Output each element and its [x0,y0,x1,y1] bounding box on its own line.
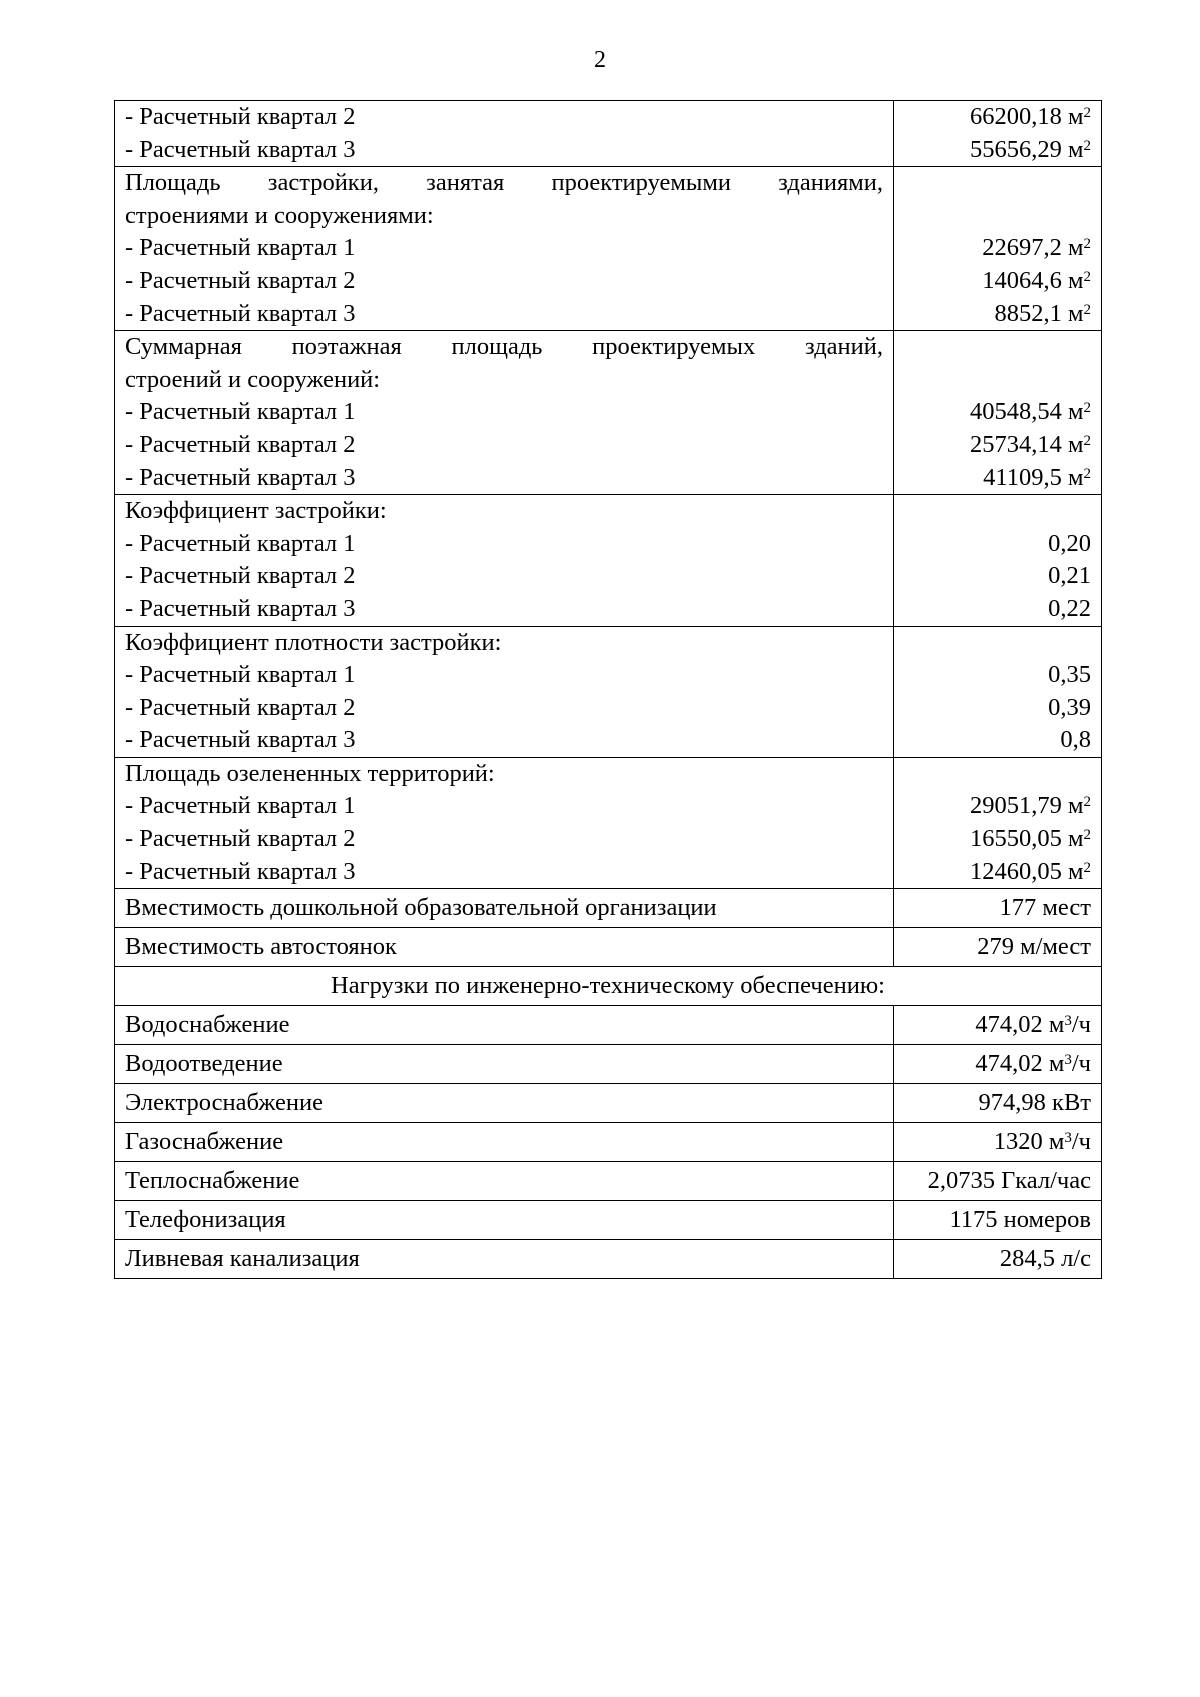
section-header: Нагрузки по инженерно-техническому обеспечению: [115,967,1102,1006]
value-suffix: /ч [1071,1010,1091,1038]
row-label: Площадь застройки, занятая проектируемыми зданиями, [125,169,883,197]
value-text: 474,02 м [975,1010,1065,1038]
unit-superscript: 2 [1083,268,1091,285]
table-row [115,1162,1102,1201]
quarter-label: - Расчетный квартал 2 [125,693,356,721]
row-value-cell [894,167,1102,331]
value-line [904,232,1091,265]
table-row [115,495,1102,626]
quarter-label: - Расчетный квартал 1 [125,661,356,689]
quarter-label: - Расчетный квартал 3 [125,463,356,491]
row-value-cell: 2,0735 Гкал/час [894,1162,1102,1201]
value-text: 0,39 [1048,693,1091,721]
row-label-cell: Водоотведение [115,1045,894,1084]
table-row [115,101,1102,167]
quarter-label: - Расчетный квартал 1 [125,792,356,820]
unit-superscript: 2 [1083,400,1091,417]
row-value-cell: 974,98 кВт [894,1084,1102,1123]
value-text: 0,22 [1048,594,1091,622]
row-label-cell: Водоснабжение [115,1006,894,1045]
value-text: 0,20 [1048,529,1091,557]
row-value-cell [894,757,1102,888]
row-label-cell [115,495,894,626]
row-label: строений и сооружений: [125,365,381,393]
quarter-label: - Расчетный квартал 2 [125,825,356,853]
table-row [115,167,1102,331]
row-label-cell: Вместимость автостоянок [115,928,894,967]
value-suffix: /ч [1071,1127,1091,1155]
value-text: 0,8 [1060,726,1091,754]
quarter-label: - Расчетный квартал 3 [125,135,356,163]
row-value-cell [894,626,1102,757]
indicators-table [114,100,1102,1279]
quarter-label: - Расчетный квартал 3 [125,594,356,622]
value-text: 41109,5 м [983,463,1084,491]
unit-superscript: 3 [1064,1129,1072,1146]
unit-superscript: 3 [1064,1012,1072,1029]
row-label-cell [115,626,894,757]
row-label-cell: Вместимость дошкольной образовательной организации [115,889,894,928]
section-header-row [115,967,1102,1006]
value-text: 66200,18 м [969,103,1084,130]
value-line [904,856,1091,889]
row-value-cell [894,1006,1102,1045]
row-value-cell [894,495,1102,626]
table-row [115,889,1102,928]
quarter-label: - Расчетный квартал 2 [125,103,356,130]
row-value-cell: 279 м/мест [894,928,1102,967]
unit-superscript: 2 [1083,236,1091,253]
value-line [904,134,1091,167]
value-text: 0,21 [1048,562,1091,590]
value-text: 14064,6 м [982,266,1084,294]
unit-superscript: 3 [1064,1051,1072,1068]
row-value-cell: 177 мест [894,889,1102,928]
value-line [904,790,1091,823]
value-line [904,298,1091,331]
row-label-cell [115,101,894,167]
row-label-cell [115,331,894,495]
value-text: 16550,05 м [969,825,1084,853]
row-value-cell [894,1045,1102,1084]
unit-superscript: 2 [1083,465,1091,482]
value-text: 29051,79 м [969,792,1084,820]
row-label-cell: Ливневая канализация [115,1240,894,1279]
table-row [115,1123,1102,1162]
quarter-label: - Расчетный квартал 1 [125,398,356,426]
row-label: Площадь озелененных территорий: [125,759,495,787]
value-text: 12460,05 м [969,857,1084,885]
value-suffix: /ч [1071,1049,1091,1077]
row-value-cell: 284,5 л/с [894,1240,1102,1279]
table-row [115,1240,1102,1279]
row-label-cell: Газоснабжение [115,1123,894,1162]
row-value-cell [894,331,1102,495]
table-row [115,626,1102,757]
row-label-cell [115,757,894,888]
unit-superscript: 2 [1083,301,1091,318]
row-label-cell: Телефонизация [115,1201,894,1240]
row-label: Коэффициент плотности застройки: [125,628,502,656]
quarter-label: - Расчетный квартал 3 [125,299,356,327]
table-row [115,928,1102,967]
table-row [115,757,1102,888]
value-text: 25734,14 м [969,430,1084,458]
value-text: 22697,2 м [982,234,1084,262]
value-text: 0,35 [1048,661,1091,689]
quarter-label: - Расчетный квартал 2 [125,430,356,458]
value-line [904,265,1091,298]
row-label-cell: Электроснабжение [115,1084,894,1123]
row-value-cell [894,101,1102,167]
value-text: 1320 м [993,1127,1065,1155]
row-label: Коэффициент застройки: [125,497,387,525]
table-row [115,1006,1102,1045]
unit-superscript: 2 [1083,137,1091,154]
quarter-label: - Расчетный квартал 3 [125,726,356,754]
value-line [904,462,1091,495]
value-line [904,429,1091,462]
table-row [115,1045,1102,1084]
quarter-label: - Расчетный квартал 1 [125,234,356,262]
value-line [904,823,1091,856]
row-value-cell: 1175 номеров [894,1201,1102,1240]
table-row [115,1084,1102,1123]
value-text: 474,02 м [975,1049,1065,1077]
table-row [115,1201,1102,1240]
table-row [115,331,1102,495]
quarter-label: - Расчетный квартал 3 [125,857,356,885]
value-text: 40548,54 м [969,398,1084,426]
value-line [904,101,1091,134]
unit-superscript: 2 [1083,794,1091,811]
row-value-cell [894,1123,1102,1162]
row-label-cell: Теплоснабжение [115,1162,894,1201]
unit-superscript: 2 [1083,105,1091,121]
row-label: строениями и сооружениями: [125,201,434,229]
page-number: 2 [594,47,606,73]
unit-superscript: 2 [1083,827,1091,844]
unit-superscript: 2 [1083,432,1091,449]
value-text: 55656,29 м [969,135,1084,163]
row-label: Суммарная поэтажная площадь проектируемых зданий, [125,333,883,361]
value-line [904,396,1091,429]
quarter-label: - Расчетный квартал 2 [125,266,356,294]
value-text: 8852,1 м [994,299,1084,327]
quarter-label: - Расчетный квартал 1 [125,529,356,557]
unit-superscript: 2 [1083,859,1091,876]
quarter-label: - Расчетный квартал 2 [125,562,356,590]
row-label-cell [115,167,894,331]
